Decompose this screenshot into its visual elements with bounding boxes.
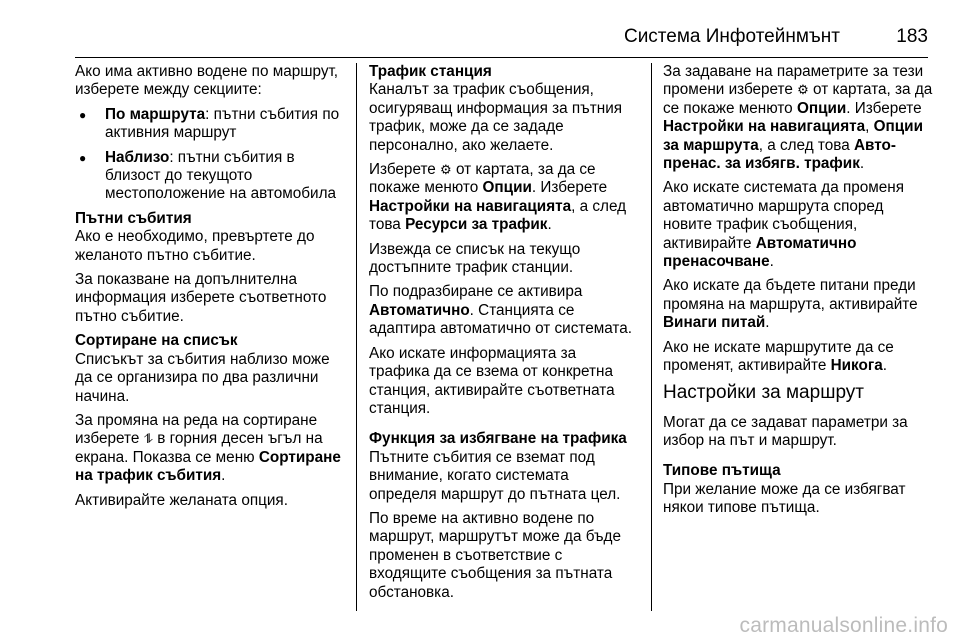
column-divider <box>651 63 652 611</box>
text-part: от картата, за да се покаже менюто <box>369 161 596 197</box>
text-part: . <box>547 216 552 234</box>
column-right <box>663 63 933 524</box>
list-item-text: : пътни събития в близост до текущото местоположение на автомобила <box>105 148 336 203</box>
text-part: , а след това <box>369 197 627 234</box>
road-types-heading: Типове пътища <box>663 462 781 480</box>
traffic-avoid-heading: Функция за избягване на трафика <box>369 430 627 448</box>
text-part: За задаване на параметрите за тези промени изберете <box>663 63 924 99</box>
menu-nav-settings-label: Настройки на навигацията <box>369 197 572 215</box>
text-part: . <box>769 253 774 271</box>
traffic-avoid-section <box>369 430 637 504</box>
text-part: Ако искате системата да променя автоматично маршрута според новите трафик съобщения, активирайте <box>663 179 905 252</box>
text-part: Изберете <box>369 161 441 179</box>
text-part: , а след това <box>758 136 854 154</box>
section-list <box>75 106 343 204</box>
traffic-avoid-text: Пътните събития се вземат под внимание, когато системата определя маршрут до пътната цел. <box>369 448 621 503</box>
sort-icon: ⥮ <box>143 431 154 447</box>
header-rule <box>75 57 928 58</box>
text-part: . Станцията се адаптира автоматично от системата. <box>369 301 632 338</box>
menu-options-label: Опции <box>482 179 532 197</box>
traffic-station-text: Каналът за трафик съобщения, осигуряващ информация за пътния трафик, може да се зададе персонално, ако желаете. <box>369 81 623 154</box>
traffic-events-section <box>75 210 343 265</box>
traffic-events-paragraph: За показване на допълнителна информация изберете съответното пътно събитие. <box>75 271 327 325</box>
option-never-label: Никога <box>830 357 883 375</box>
sort-section <box>75 332 343 406</box>
gear-icon: ⚙ <box>440 162 452 178</box>
traffic-station-section <box>369 63 637 155</box>
text-part: . Изберете <box>531 179 608 197</box>
text-part: Ако искате да бъдете питани преди промяна на маршрута, активирайте <box>663 277 918 313</box>
menu-auto-reroute-label: Авто-пренас. за избягв. трафик <box>663 136 896 173</box>
text-part: . Изберете <box>846 99 922 117</box>
text-part: . <box>859 155 865 173</box>
route-settings-paragraph: Могат да се задават параметри за избор на път и маршрут. <box>663 413 908 449</box>
text-part: . <box>765 314 770 332</box>
list-item <box>75 106 343 143</box>
sort-heading: Сортиране на списък <box>75 332 238 350</box>
sort-text-part: в горния десен ъгъл на екрана. Показва се меню <box>75 430 323 466</box>
column-middle <box>369 63 637 608</box>
column-divider <box>356 63 357 611</box>
menu-route-options-label: Опции за маршрута <box>663 118 923 154</box>
station-default-paragraph <box>369 283 637 338</box>
column-left <box>75 63 343 516</box>
menu-options-label: Опции <box>796 99 847 117</box>
road-types-section <box>663 462 933 517</box>
option-auto-label: Автоматично <box>369 301 470 319</box>
sort-paragraph <box>75 412 343 486</box>
intro-paragraph: Ако има активно водене по маршрут, изберете между секциите: <box>75 63 339 99</box>
text-part: от картата, за да се покаже менюто <box>663 81 933 117</box>
sort-text: Списъкът за събития наблизо може да се организира по два различни начина. <box>75 350 330 405</box>
watermark: carmanualsonline.info <box>739 614 948 637</box>
traffic-avoid-paragraph: По време на активно водене по маршрут, маршрутът може да бъде променен в съответствие с входящите съобщения за пътната обстановка. <box>369 509 621 601</box>
road-types-text: При желание може да се избягват някои типове пътища. <box>663 480 906 517</box>
route-settings-heading: Настройки за маршрут <box>663 381 864 403</box>
text-part: По подразбиране се активира <box>369 283 583 301</box>
option-auto-reroute-label: Автоматично пренасочване <box>663 234 857 271</box>
menu-traffic-resources-label: Ресурси за трафик <box>405 216 548 234</box>
station-list-paragraph: Извежда се списък на текущо достъпните трафик станции. <box>369 240 581 277</box>
page-number: 183 <box>896 26 928 47</box>
list-item-term: Наблизо <box>105 148 170 166</box>
traffic-events-text: Ако е необходимо, превъртете до желаното пътно събитие. <box>75 228 315 264</box>
sort-text-part: . <box>221 467 226 485</box>
always-ask-paragraph <box>663 277 933 332</box>
page-title: Система Инфотейнмънт <box>623 26 840 47</box>
activate-option-paragraph: Активирайте желаната опция. <box>75 491 288 509</box>
reroute-params-paragraph <box>663 63 933 173</box>
option-always-ask-label: Винаги питай <box>663 314 766 332</box>
sort-menu-name: Сортиране на трафик събития <box>75 448 341 485</box>
traffic-events-heading: Пътни събития <box>75 209 192 227</box>
never-paragraph <box>663 339 933 376</box>
text-part: . <box>882 357 887 375</box>
text-part: Ако не искате маршрутите да се променят, активирайте <box>663 338 894 375</box>
menu-nav-settings-label: Настройки на навигацията <box>663 118 866 136</box>
sort-text-part: За промяна на реда на сортиране изберете <box>75 411 318 448</box>
traffic-station-heading: Трафик станция <box>369 63 492 80</box>
auto-reroute-paragraph <box>663 179 933 271</box>
station-select-paragraph <box>369 161 637 235</box>
list-item-text: : пътни събития по активния маршрут <box>105 105 340 142</box>
list-item <box>75 149 343 204</box>
page-header <box>75 24 928 58</box>
station-specific-paragraph: Ако искате информацията за трафика да се взема от конкретна станция, активирайте съответната станция. <box>369 344 615 417</box>
text-part: , <box>865 118 874 136</box>
gear-icon: ⚙ <box>797 82 809 98</box>
list-item-term: По маршрута <box>105 105 206 123</box>
